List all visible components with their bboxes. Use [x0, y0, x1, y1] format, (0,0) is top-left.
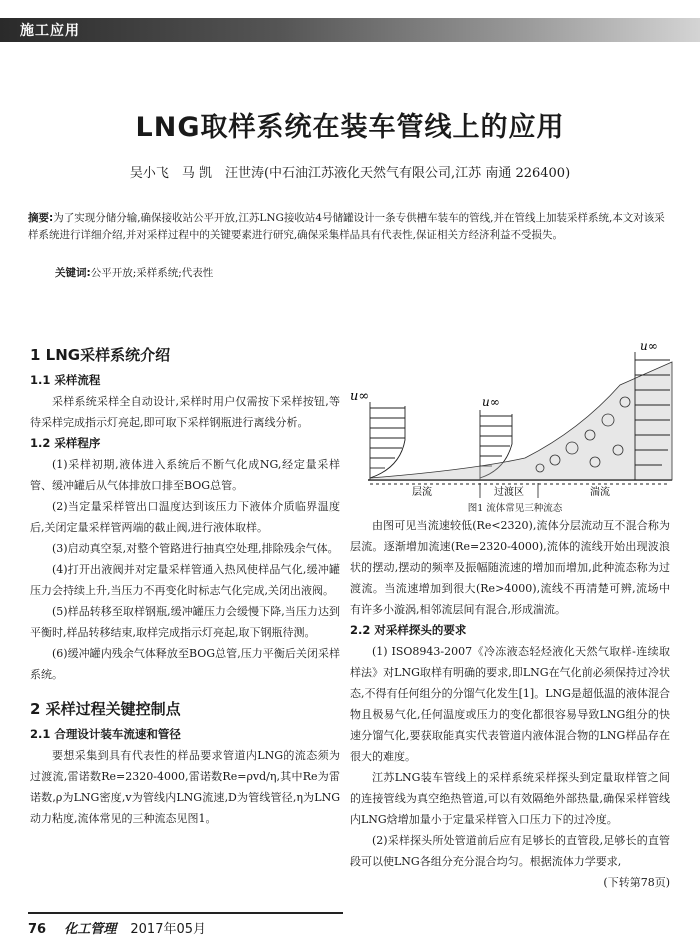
paragraph: (4)打开出液阀并对定量采样管通入热风使样品气化,缓冲罐压力会持续上升,当压力不再变化时标志气化完成,关闭出液阀。	[30, 563, 340, 597]
article-title: LNG取样系统在装车管线上的应用	[135, 112, 565, 143]
section-1-2-heading: 1.2 采样程序	[30, 436, 101, 450]
section-2-1-heading: 2.1 合理设计装车流速和管径	[30, 727, 181, 741]
paragraph: (1) ISO8943-2007《冷冻液态轻烃液化天然气取样-连续取样法》对LNG取样有明确的要求,即LNG在气化前必须保持过冷状态,不得有任何组分的分馏气化发生[1]。LNG是超低温的液体混合物且极易气化,任何温度或压力的变化都很容易导致LNG组分的快速分馏气化,要获取能真实代表管道内液体混合物的LNG样品存在很大的难度。	[350, 645, 670, 763]
right-column	[350, 515, 670, 893]
label-turbulent: 湍流	[590, 487, 610, 498]
section-tag: 施工应用	[20, 23, 80, 39]
paragraph: (5)样品转移至取样钢瓶,缓冲罐压力会缓慢下降,当压力达到平衡时,样品转移结束,取样完成指示灯亮起,取下钢瓶待测。	[30, 605, 340, 639]
wall-line	[368, 480, 672, 484]
boundary-layer	[370, 362, 672, 480]
abstract-label: 摘要:	[28, 212, 54, 224]
left-column	[30, 345, 340, 829]
paragraph: 采样系统采样全自动设计,采样时用户仅需按下采样按钮,等待采样完成指示灯亮起,即可取下采样钢瓶进行离线分析。	[30, 395, 340, 429]
paragraph: (6)缓冲罐内残余气体释放至BOG总管,压力平衡后关闭采样系统。	[30, 647, 340, 681]
paragraph: (2)采样探头所处管道前后应有足够长的直管段,足够长的直管段可以使LNG各组分充分混合均匀。根据流体力学要求,	[350, 834, 670, 868]
abstract-text: 为了实现分储分输,确保接收站公平开放,江苏LNG接收站4号储罐设计一条专供槽车装车的管线,并在管线上加装采样系统,本文对该采样系统进行详细介绍,并对采样过程中的关键要素进行研究,确保采集样品具有代表性,保证相关方经济利益不受损失。	[28, 212, 665, 241]
footer	[28, 918, 678, 937]
flow-regime-figure	[350, 340, 680, 500]
header-band	[0, 18, 700, 42]
continued-note: (下转第78页)	[603, 876, 670, 889]
section-1-1-heading: 1.1 采样流程	[30, 373, 101, 387]
footer-rule	[28, 912, 343, 914]
page-number: 76	[28, 922, 47, 937]
label-laminar: 层流	[412, 487, 432, 498]
paragraph: 要想采集到具有代表性的样品要求管道内LNG的流态须为过渡流,雷诺数Re=2320-4000,雷诺数Re=ρvd/η,其中Re为雷诺数,ρ为LNG密度,v为管线内LNG流速,D为管线管径,η为LNG动力粘度,流体常见的三种流态见图1。	[30, 749, 340, 825]
label-transition: 过渡区	[494, 487, 524, 498]
keywords	[55, 265, 213, 280]
paragraph: 江苏LNG装车管线上的采样系统采样探头到定量取样管之间的连接管线为真空绝热管道,可以有效隔绝外部热量,确保采样管线内LNG焓增加量小于定量采样管入口压力下的过冷度。	[350, 771, 670, 826]
label-u-right: u∞	[640, 340, 658, 353]
label-u-left: u∞	[350, 389, 370, 404]
keywords-text: 公平开放;采样系统;代表性	[90, 267, 214, 279]
keywords-label: 关键词:	[55, 267, 91, 279]
section-2-2-heading: 2.2 对采样探头的要求	[350, 623, 467, 637]
figure-caption: 图1 流体常见三种流态	[467, 503, 563, 514]
abstract	[28, 210, 668, 244]
paragraph: 由图可见当流速较低(Re<2320),流体分层流动互不混合称为层流。逐渐增加流速(Re=2320-4000),流体的流线开始出现波浪状的摆动,摆动的频率及振幅随流速的增加而增加,此种流态称为过渡流。当流速增加到很大(Re>4000),流线不再清楚可辨,流场中有许多小漩涡,相邻流层间有混合,形成湍流。	[350, 519, 670, 616]
laminar-profile	[370, 402, 405, 480]
label-u-mid: u∞	[482, 395, 500, 409]
issue-date: 2017年05月	[130, 922, 207, 937]
section-1-heading: 1 LNG采样系统介绍	[30, 346, 171, 364]
magazine-name: 化工管理	[64, 922, 117, 937]
section-2-heading: 2 采样过程关键控制点	[30, 700, 181, 718]
paragraph: (2)当定量采样管出口温度达到该压力下液体介质临界温度后,关闭定量采样管两端的截止阀,进行液体取样。	[30, 500, 340, 534]
paragraph: (3)启动真空泵,对整个管路进行抽真空处理,排除残余气体。	[52, 542, 339, 555]
paragraph: (1)采样初期,液体进入系统后不断气化成NG,经定量采样管、缓冲罐后从气体排放口排至BOG总管。	[30, 458, 340, 492]
authors: 吴小飞 马 凯 汪世涛(中石油江苏液化天然气有限公司,江苏 南通 226400)	[129, 166, 571, 181]
